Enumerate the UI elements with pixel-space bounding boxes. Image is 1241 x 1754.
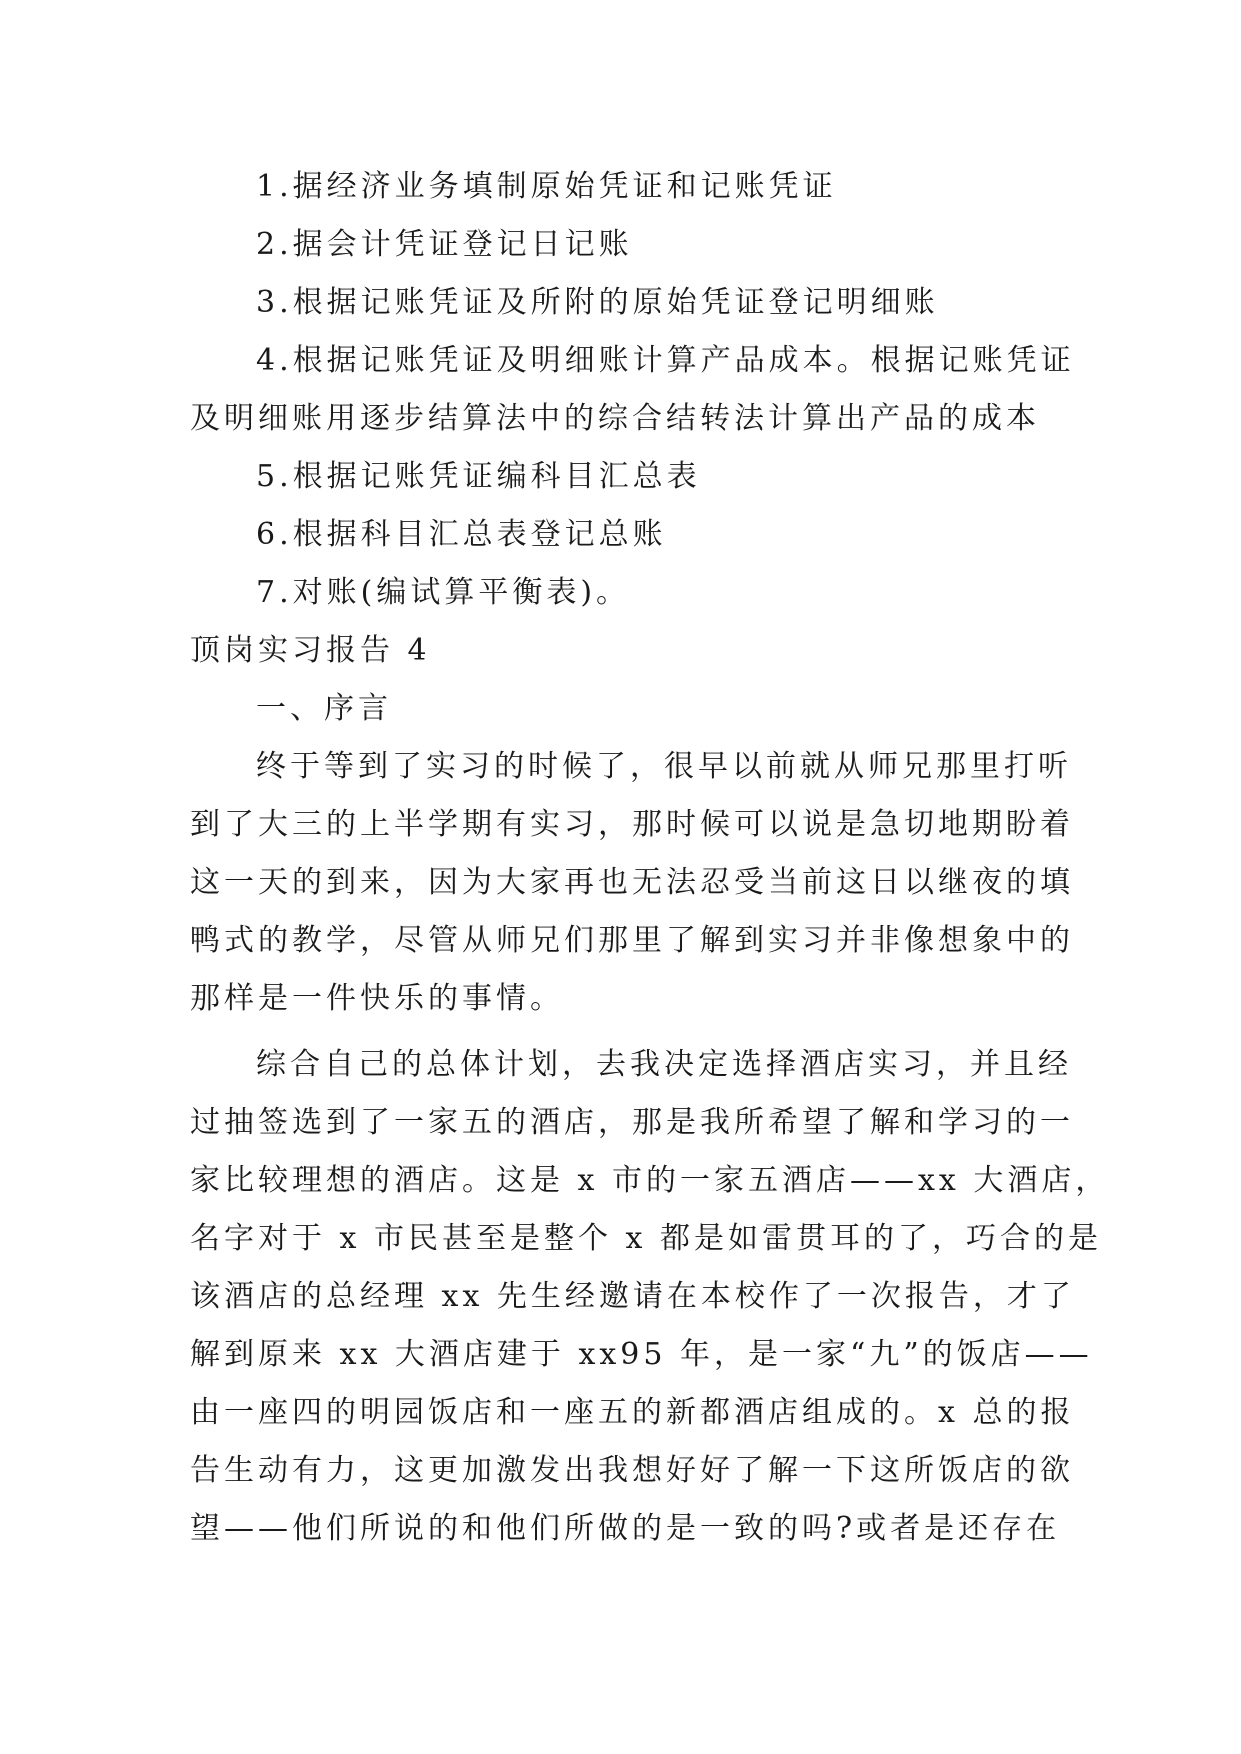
paragraph-line: 到了大三的上半学期有实习，那时候可以说是急切地期盼着 (190, 807, 1074, 842)
list-item: 5.根据记账凭证编科目汇总表 (256, 459, 701, 494)
paragraph-line: 告生动有力，这更加激发出我想好好了解一下这所饭店的欲 (190, 1453, 1074, 1488)
paragraph-2 (190, 1036, 1110, 1558)
subsection-title: 一、序言 (256, 691, 392, 726)
paragraph-line: 综合自己的总体计划，去我决定选择酒店实习，并且经 (256, 1047, 1072, 1082)
list-item: 7.对账(编试算平衡表)。 (256, 575, 631, 610)
paragraph-line: 望——他们所说的和他们所做的是一致的吗?或者是还存在 (190, 1511, 1061, 1546)
list-item: 1.据经济业务填制原始凭证和记账凭证 (256, 169, 837, 204)
paragraph-line: 解到原来 xx 大酒店建于 xx95 年，是一家“九”的饭店—— (190, 1337, 1093, 1372)
paragraph-line: 终于等到了实习的时候了，很早以前就从师兄那里打听 (256, 749, 1072, 784)
list-item: 2.据会计凭证登记日记账 (256, 227, 633, 262)
paragraph-line: 鸭式的教学，尽管从师兄们那里了解到实习并非像想象中的 (190, 923, 1074, 958)
paragraph-1 (190, 738, 1074, 1028)
paragraph-line: 这一天的到来，因为大家再也无法忍受当前这日以继夜的填 (190, 865, 1074, 900)
paragraph-line: 过抽签选到了一家五的酒店，那是我所希望了解和学习的一 (190, 1105, 1074, 1140)
paragraph-line: 那样是一件快乐的事情。 (190, 981, 564, 1016)
document-body (190, 158, 1110, 1558)
list-item: 4.根据记账凭证及明细账计算产品成本。根据记账凭证 (256, 343, 1075, 378)
paragraph-line: 家比较理想的酒店。这是 x 市的一家五酒店——xx 大酒店， (190, 1163, 1110, 1198)
paragraph-gap (190, 1028, 1070, 1036)
paragraph-line: 该酒店的总经理 xx 先生经邀请在本校作了一次报告，才了 (190, 1279, 1075, 1314)
paragraph-line: 名字对于 x 市民甚至是整个 x 都是如雷贯耳的了，巧合的是 (190, 1221, 1102, 1256)
section-title: 顶岗实习报告 4 (190, 633, 431, 668)
paragraph-line: 由一座四的明园饭店和一座五的新都酒店组成的。x 总的报 (190, 1395, 1075, 1430)
list-item: 3.根据记账凭证及所附的原始凭证登记明细账 (256, 285, 939, 320)
list-item-continuation: 及明细账用逐步结算法中的综合结转法计算出产品的成本 (190, 401, 1040, 436)
list-item: 6.根据科目汇总表登记总账 (256, 517, 667, 552)
